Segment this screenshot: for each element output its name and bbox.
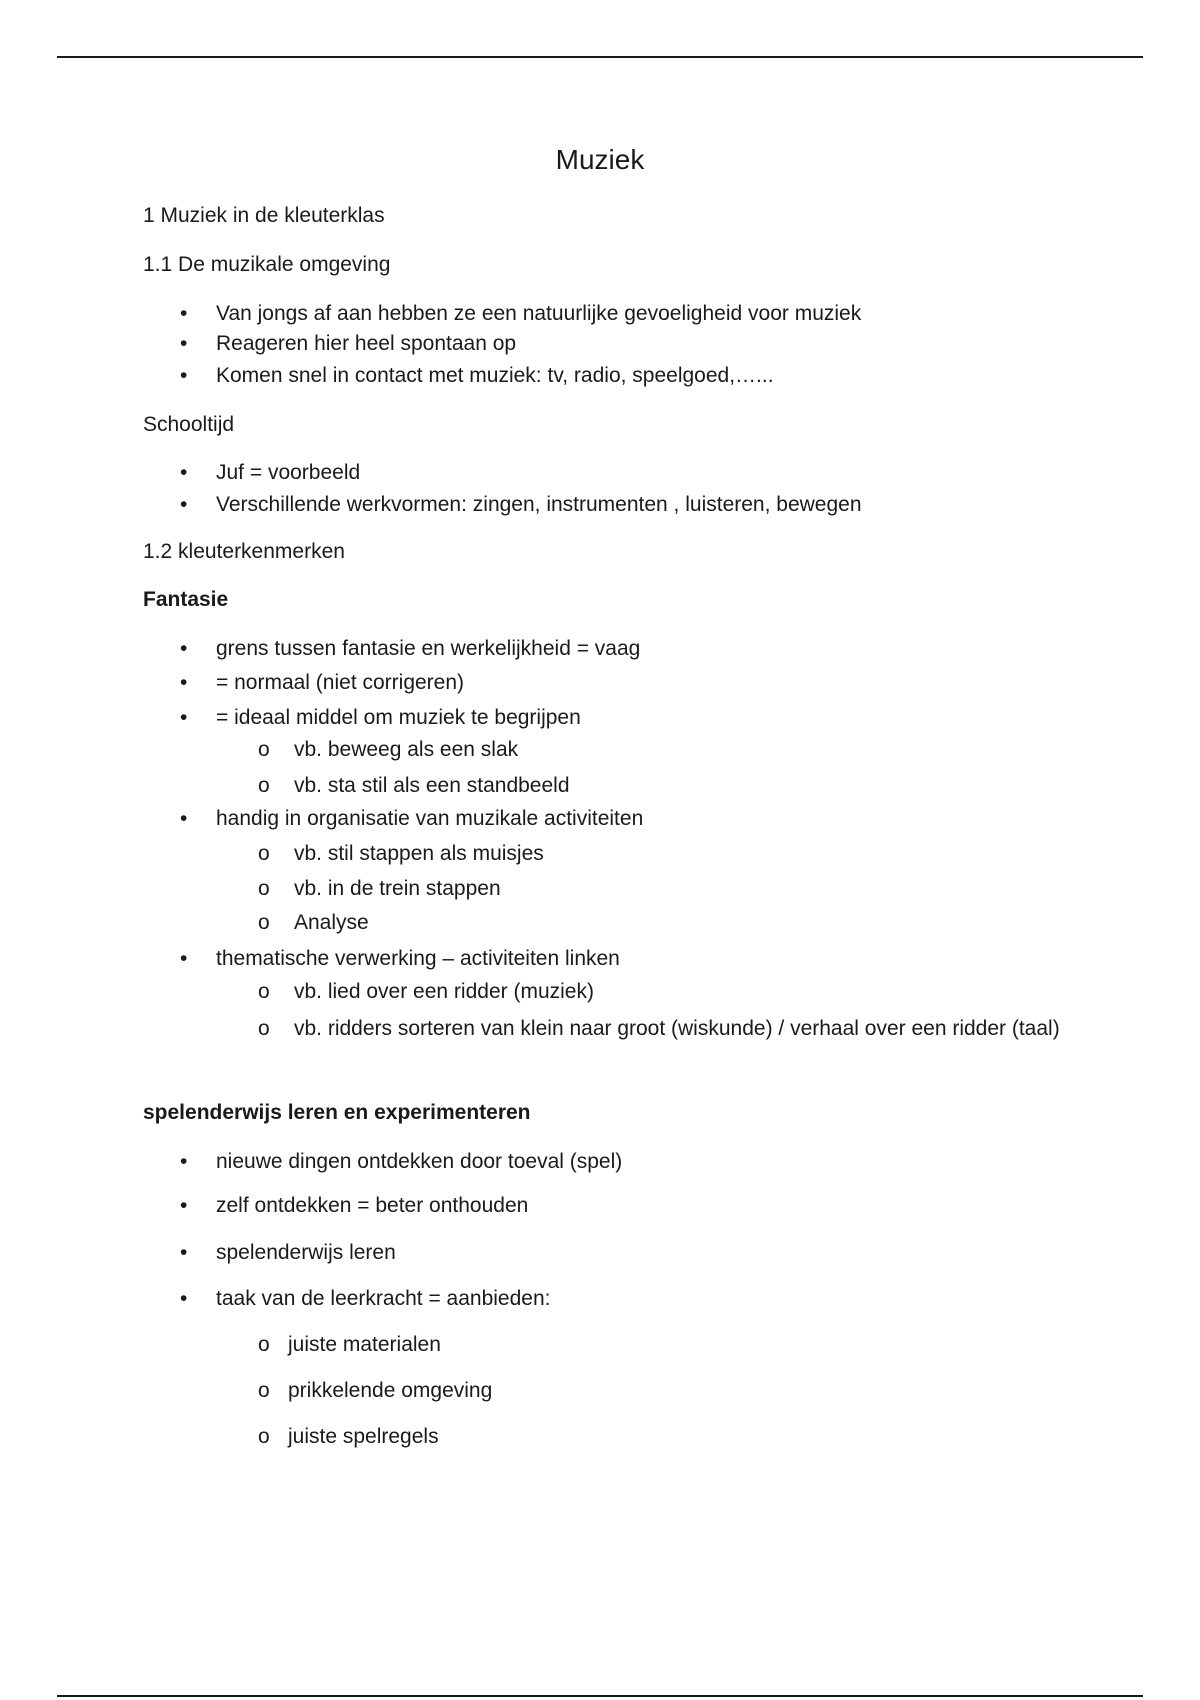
footer-rule xyxy=(57,1695,1143,1697)
heading-schooltijd: Schooltijd xyxy=(143,413,235,436)
heading-fantasie: Fantasie xyxy=(143,588,229,611)
bullet-icon: • xyxy=(180,1150,188,1173)
bullet-icon: • xyxy=(180,1287,188,1310)
bullet-icon: • xyxy=(180,671,188,694)
sub-bullet-icon: o xyxy=(258,1333,270,1356)
sub-bullet-icon: o xyxy=(258,774,270,797)
sub-bullet-icon: o xyxy=(258,842,270,865)
sub-bullet-icon: o xyxy=(258,980,270,1003)
document-page: Muziek 1 Muziek in de kleuterklas 1.1 De muzikale omgeving • Van jongs af aan hebben ze een natuurlijke gevoeligheid voor muziek • Reageren hier heel spontaan op • Komen snel in contact met muziek: tv, radio, speelgoed,…... Schooltijd • Juf = voorbeeld • Verschillende werkvormen: zingen, instrumenten , luisteren, bewegen 1.2 kleuterkenmerken Fantasie • grens tussen fantasie en werkelijkheid = vaag • = normaal (niet corrigeren) • = ideaal middel om muziek te begrijpen o vb. beweeg als een slak o vb. sta stil als een standbeeld • handig in organisatie van muzikale activiteiten o vb. stil stappen als muisjes o vb. in de trein stappen o Analyse • thematische verwerking – activiteiten linken o vb. lied over een ridder (muziek) o vb. ridders sorteren van klein naar groot (wiskunde) / verhaal over een ridder (taal) spelenderwijs leren en experimenteren • nieuwe dingen ontdekken door toeval (spel) • zelf ontdekken = beter onthouden • spelenderwijs leren • taak van de leerkracht = aanbieden: o juiste materialen o prikkelende omgeving o juiste spelregels xyxy=(0,0,1200,1700)
bullet-icon: • xyxy=(180,302,188,325)
heading-1-2: 1.2 kleuterkenmerken xyxy=(143,540,345,563)
bullet-icon: • xyxy=(180,332,188,355)
heading-1-1: 1.1 De muzikale omgeving xyxy=(143,253,391,276)
sub-bullet-icon: o xyxy=(258,911,270,934)
bullet-icon: • xyxy=(180,1194,188,1217)
sub-bullet-icon: o xyxy=(258,1425,270,1448)
bullet-icon: • xyxy=(180,637,188,660)
page-title: Muziek xyxy=(555,144,645,175)
heading-1: 1 Muziek in de kleuterklas xyxy=(143,204,385,227)
bullet-icon: • xyxy=(180,364,188,387)
sub-bullet-icon: o xyxy=(258,738,270,761)
bullet-icon: • xyxy=(180,1241,188,1264)
bullet-icon: • xyxy=(180,461,188,484)
sub-bullet-icon: o xyxy=(258,1379,270,1402)
bullet-icon: • xyxy=(180,947,188,970)
sub-bullet-icon: o xyxy=(258,877,270,900)
bullet-icon: • xyxy=(180,807,188,830)
heading-spelenderwijs: spelenderwijs leren en experimenteren xyxy=(143,1101,531,1124)
bullet-icon: • xyxy=(180,706,188,729)
sub-bullet-icon: o xyxy=(258,1017,270,1040)
bullet-icon: • xyxy=(180,493,188,516)
